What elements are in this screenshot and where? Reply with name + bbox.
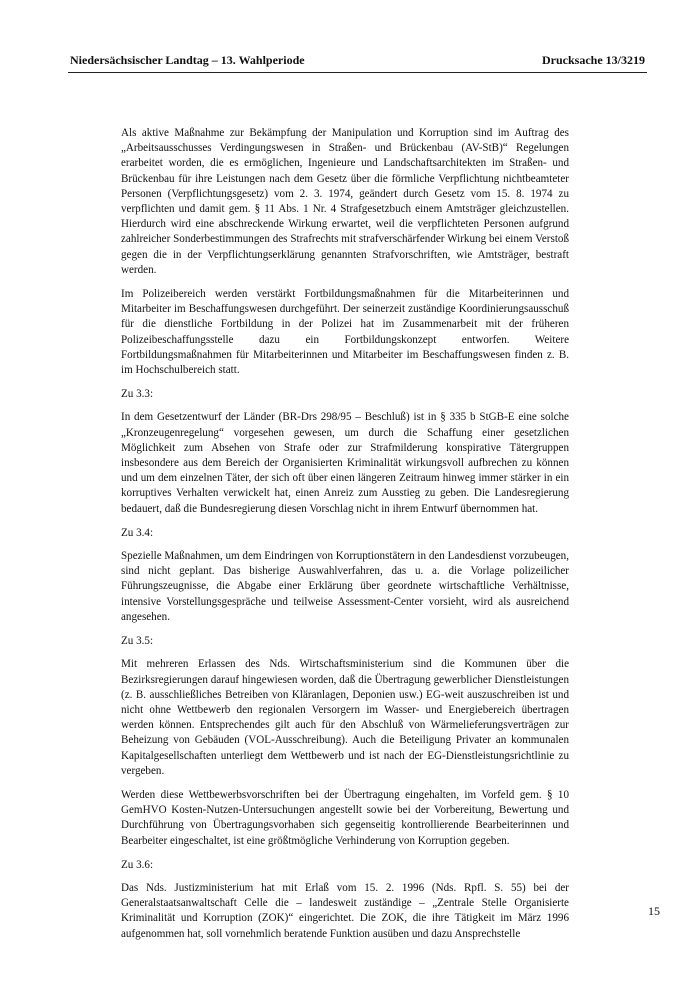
section-heading-3-6: Zu 3.6: [121,858,154,871]
section-heading-3-3: Zu 3.3: [121,388,154,401]
page-number: 15 [648,904,660,918]
header-divider [68,72,647,73]
paragraph-3-3: In dem Gesetzentwurf der Länder (BR-Drs 298/95 – Beschluß) ist in § 335 b StGB-E eine solche „Kronzeugenregelung“ vorgesehen gewesen, um durch die Schaffung einer gesetzlichen Möglichkeit zum Absehen von Strafe oder zur Strafmilderung konspirative Tätergruppen insbesondere aus dem Bereich der Organisierten Kriminalität wirkungsvoll aufbrechen zu können und um dem einzelnen Täter, der sich oft über einen längeren Zeitraum hinweg immer stärker in ein korruptives Verhalten verwickelt hat, einen Anreiz zum Ausstieg zu geben. Die Landesregierung bedauert, daß die Bundesregierung diesen Vorschlag nicht in ihrem Entwurf übernommen hat. [121,411,569,515]
section-heading-3-4: Zu 3.4: [121,526,154,539]
paragraph-3-4: Spezielle Maßnahmen, um dem Eindringen von Korruptionstätern in den Landesdienst vorzubeugen, sind nicht geplant. Das bisherige Auswahlverfahren, das u. a. die Vorlage polizeilicher Führungszeugnisse, die Abgabe einer Erklärung über geordnete wirtschaftliche Verhältnisse, intensive Vorstellungsgespräche und teilweise Assessment-Center vorsieht, wird als ausreichend angesehen. [121,550,569,623]
paragraph-3-6: Das Nds. Justizministerium hat mit Erlaß vom 15. 2. 1996 (Nds. Rpfl. S. 55) bei der Generalstaatsanwaltschaft Celle die – landesweit zuständige – „Zentrale Stelle Organisierte Kriminalität und Korruption (ZOK)“ eingerichtet. Die ZOK, die ihre Tätigkeit im März 1996 aufgenommen hat, soll vornehmlich beratende Funktion ausüben und dazu Ansprechstelle [121,881,569,940]
header-title: Niedersächsischer Landtag – 13. Wahlperiode [70,53,305,67]
document-body [121,126,569,951]
paragraph-police-training: Im Polizeibereich werden verstärkt Fortbildungsmaßnahmen für die Mitarbeiterinnen und Mitarbeiter im Beschaffungswesen durchgeführt. Der seinerzeit zuständige Koordinierungsausschuß für die dienstliche Fortbildung in der Polizei hat im Zusammenarbeit mit der früheren Polizeibeschaffungsstelle dazu ein Fortbildungskonzept entworfen. Weitere Fortbildungsmaßnahmen für Mitarbeiterinnen und Mitarbeiter im Beschaffungswesen finden z. B. im Hochschulbereich statt. [121,288,569,377]
document-number: Drucksache 13/3219 [542,53,645,67]
paragraph-3-5-a: Mit mehreren Erlassen des Nds. Wirtschaftsministerium sind die Kommunen über die Bezirksregierungen darauf hingewiesen worden, daß die Übertragung gewerblicher Dienstleistungen (z. B. ausschließliches Betreiben von Kläranlagen, Deponien usw.) EG-weit auszuschreiben ist und nicht ohne Wettbewerb den regionalen Versorgern im Wasser- und Energiebereich übertragen werden können. Entsprechendes gilt auch für den Abschluß von Wärmelieferungsverträgen zur Beheizung von Gebäuden (VOL-Ausschreibung). Auch die Beteiligung Privater an kommunalen Kapitalgesellschaften unterliegt dem Wettbewerb und ist nach der EG-Dienstleistungsrichtlinie zu vergeben. [121,658,569,777]
section-heading-3-5: Zu 3.5: [121,635,154,648]
paragraph-3-5-b: Werden diese Wettbewerbsvorschriften bei der Übertragung eingehalten, im Vorfeld gem. § 10 GemHVO Kosten-Nutzen-Untersuchungen angestellt sowie bei der Vorbereitung, Bewertung und Durchführung von Übertragungsvorhaben sich gegenseitig kontrollierende Bearbeiterinnen und Bearbeiter eingeschaltet, ist eine größtmögliche Verhinderung von Korruption gegeben. [121,788,569,847]
page-header [70,53,645,68]
paragraph-intro: Als aktive Maßnahme zur Bekämpfung der Manipulation und Korruption sind im Auftrag des „Arbeitsausschusses Verdingungswesen in Straßen- und Brückenbau (AV-StB)“ Regelungen erarbeitet worden, die es ermöglichen, Ingenieure und Landschaftsarchitekten im Straßen- und Brückenbau für ihre Leistungen nach dem Gesetz über die förmliche Verpflichtung nichtbeamteter Personen (Verpflichtungsgesetz) vom 2. 3. 1974, geändert durch Gesetz vom 15. 8. 1974 zu verpflichten und damit gem. § 11 Abs. 1 Nr. 4 Strafgesetzbuch einem Amtsträger gleichzustellen. Hierdurch wird eine abschreckende Wirkung erwartet, weil die verpflichteten Personen aufgrund zahlreicher Sonderbestimmungen des Strafrechts mit strafverschärfender Wirkung bei einem Verstoß gegen die in der Verpflichtungserklärung genannten Strafvorschriften, wie Amtsträger, bestraft werden. [121,127,569,276]
